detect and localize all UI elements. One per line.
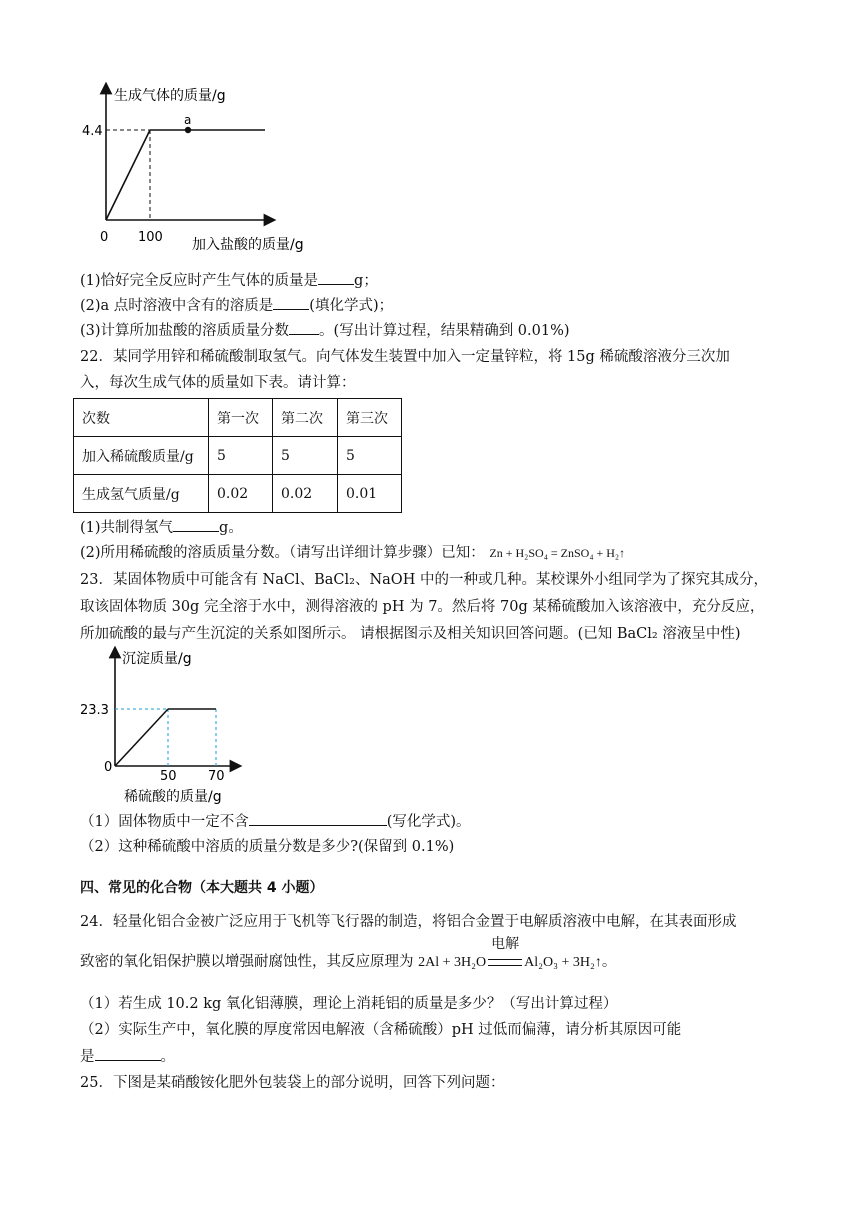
y-tick: 4.4 <box>82 124 103 139</box>
q23-line2: 取该固体物质 30g 完全溶于水中，测得溶液的 pH 为 7。然后将 70g 某稀硫酸加入该溶液中，充分反应， <box>80 599 765 615</box>
answer-blank[interactable] <box>249 811 387 826</box>
q24-part1: （1）若生成 10.2 kg 氧化铝薄膜，理论上消耗铝的质量是多少？（写出计算过程） <box>80 996 618 1012</box>
q24-part2b <box>80 1046 175 1067</box>
q24-part2b-tail: 。 <box>160 1049 175 1065</box>
table-cell: 0.02 <box>209 475 273 513</box>
table-cell: 第二次 <box>273 399 338 437</box>
x-tick-origin: 0 <box>100 230 109 245</box>
q23-line1: 23．某固体物质中可能含有 NaCl、BaCl₂、NaOH 中的一种或几种。某校课外小组同学为了探究其成分， <box>80 572 768 588</box>
y-axis-label: 沉淀质量/g <box>122 651 192 667</box>
q22-part2-text: (2)所用稀硫酸的溶质质量分数。（请写出详细计算步骤）已知： <box>80 545 485 561</box>
table-header-row <box>74 399 402 437</box>
q24-line1: 24．轻量化铝合金被广泛应用于飞机等飞行器的制造，将铝合金置于电解质溶液中电解，在其表面形成 <box>80 914 737 930</box>
al-equation-right: Al₂O₃ + 3H₂↑ <box>524 955 602 970</box>
table-row <box>74 475 402 513</box>
q21-part3-text: (3)计算所加盐酸的溶质质量分数 <box>80 323 290 339</box>
q24-line2-tail: 。 <box>601 954 617 970</box>
q24-part2b-text: 是 <box>80 1049 95 1065</box>
q21-part1-text: (1)恰好完全反应时产生气体的质量是 <box>80 273 319 289</box>
q21-part2-text: (2)a 点时溶液中含有的溶质是 <box>80 298 274 314</box>
x-tick: 100 <box>138 230 163 245</box>
q23-part1-tail: (写化学式)。 <box>386 814 471 830</box>
q21-part2 <box>80 295 393 316</box>
q22-part1-text: (1)共制得氢气 <box>80 520 174 536</box>
table-cell: 次数 <box>74 399 209 437</box>
rise-line <box>115 709 168 766</box>
q23-part2: （2）这种稀硫酸中溶质的质量分数是多少?(保留到 0.1%) <box>80 839 455 855</box>
answer-blank[interactable] <box>289 320 319 335</box>
q21-part1-tail: g； <box>354 273 378 289</box>
gas-mass-chart <box>80 80 320 260</box>
table-cell: 5 <box>209 437 273 475</box>
y-axis-label: 生成气体的质量/g <box>114 88 226 104</box>
answer-blank[interactable] <box>318 270 354 285</box>
x-tick-50: 50 <box>160 769 177 784</box>
table-cell: 0.02 <box>273 475 338 513</box>
section-heading: 四、常见的化合物（本大题共 4 小题） <box>80 880 324 896</box>
q24-line2-text: 致密的氧化铝保护膜以增强耐腐蚀性，其反应原理为 <box>80 954 414 970</box>
precipitate-chart <box>78 646 258 808</box>
answer-blank[interactable] <box>173 517 219 532</box>
table-cell: 0.01 <box>338 475 402 513</box>
x-axis-label: 稀硫酸的质量/g <box>124 789 222 805</box>
x-tick-origin: 0 <box>104 760 113 775</box>
q21-part2-tail: (填化学式)； <box>309 298 394 314</box>
electrolysis-sign <box>486 936 524 972</box>
y-tick: 23.3 <box>80 703 109 718</box>
q21-part3-tail: 。(写出计算过程，结果精确到 0.01%) <box>319 323 570 339</box>
al-equation-left: 2Al + 3H₂O <box>418 955 487 970</box>
q21-part1 <box>80 270 378 291</box>
zinc-equation: Zn + H₂SO₄ = ZnSO₄ + H₂↑ <box>489 546 626 560</box>
q23-part1-text: （1）固体物质中一定不含 <box>80 814 249 830</box>
q21-part3 <box>80 320 570 341</box>
table-cell: 生成氢气质量/g <box>74 475 209 513</box>
table-cell: 第三次 <box>338 399 402 437</box>
q22-line2: 入，每次生成气体的质量如下表。请计算： <box>80 375 356 391</box>
rise-line <box>106 130 150 220</box>
q22-part1 <box>80 517 243 538</box>
answer-blank[interactable] <box>95 1046 161 1061</box>
table-cell: 5 <box>338 437 402 475</box>
table-cell: 5 <box>273 437 338 475</box>
q23-line3: 所加硫酸的最与产生沉淀的关系如图所示。 请根据图示及相关知识回答问题。(已知 BaCl₂ 溶液呈中性) <box>80 626 741 642</box>
q22-line1: 22．某同学用锌和稀硫酸制取氢气。向气体发生装置中加入一定量锌粒，将 15g 稀硫酸溶液分三次加 <box>80 349 730 365</box>
hydrogen-table <box>73 398 402 513</box>
q24-line2 <box>80 936 617 973</box>
x-tick-70: 70 <box>208 769 225 784</box>
table-row <box>74 437 402 475</box>
table-cell: 第一次 <box>209 399 273 437</box>
q22-part2 <box>80 543 625 563</box>
table-cell: 加入稀硫酸质量/g <box>74 437 209 475</box>
q23-part1 <box>80 811 471 832</box>
q22-part1-tail: g。 <box>219 520 243 536</box>
answer-blank[interactable] <box>273 295 309 310</box>
point-a-label: a <box>184 113 192 127</box>
point-a <box>185 127 191 133</box>
q24-part2: （2）实际生产中，氧化膜的厚度常因电解液（含稀硫酸）pH 过低而偏薄，请分析其原因可能 <box>80 1022 682 1038</box>
electrolysis-label: 电解 <box>491 936 520 952</box>
x-axis-label: 加入盐酸的质量/g <box>192 237 304 253</box>
q25-line1: 25．下图是某硝酸铵化肥外包装袋上的部分说明，回答下列问题： <box>80 1075 505 1091</box>
